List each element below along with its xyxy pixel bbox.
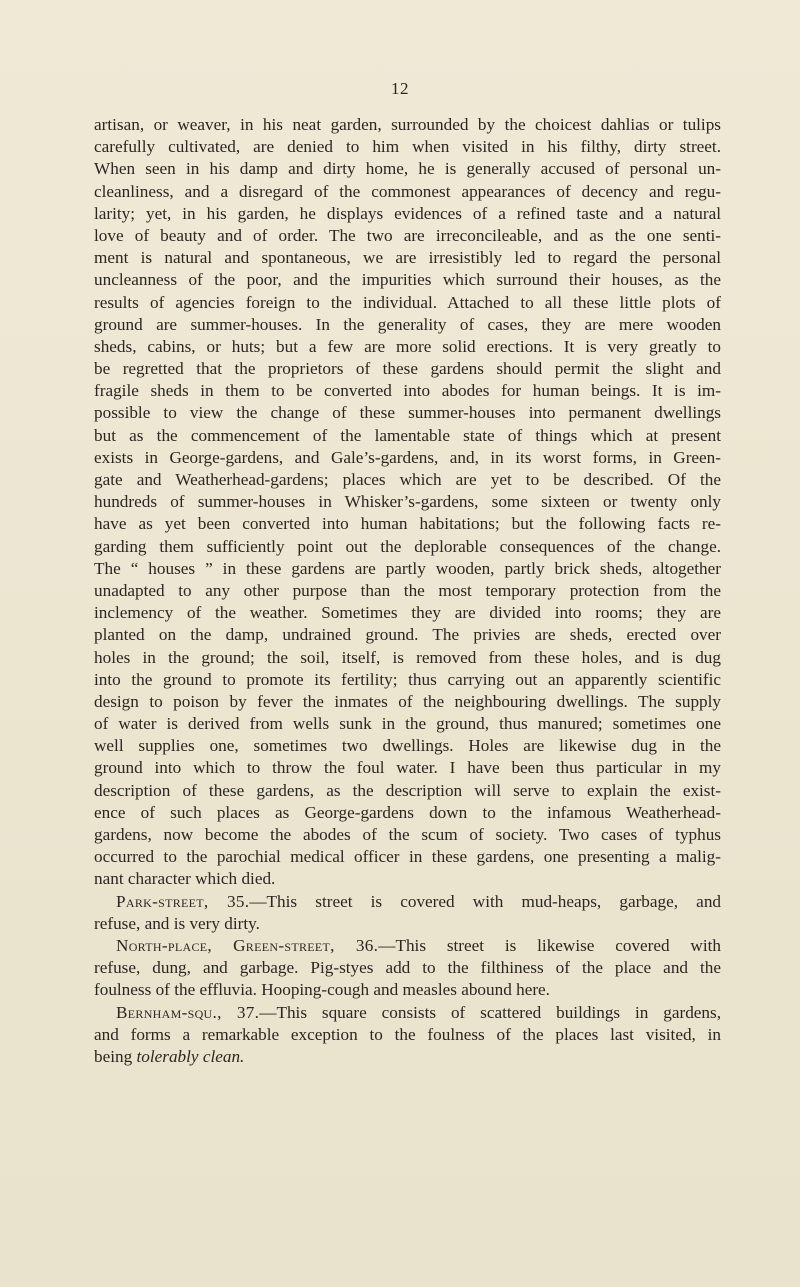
- text-line: ment is natural and spontaneous, we are irresistibly led to regard the personal: [94, 248, 721, 268]
- entry-line: [94, 935, 721, 957]
- text-line: uncleanness of the poor, and the impurities which surround their houses, as the: [94, 270, 721, 290]
- text-line: ground are summer-houses. In the generality of cases, they are mere wooden: [94, 314, 721, 334]
- text-line: occurred to the parochial medical officer in these gardens, one presenting a malig-: [94, 847, 721, 867]
- entry-line: refuse, dung, and garbage. Pig-styes add to the filthiness of the place and the: [94, 958, 721, 978]
- text-line: larity; yet, in his garden, he displays evidences of a refined taste and a natural: [94, 203, 721, 223]
- entry-heading: Bernham-squ., 37.: [116, 1002, 260, 1022]
- text-line: have as yet been converted into human habitations; but the following facts re-: [94, 514, 721, 534]
- text-line: nant character which died.: [94, 869, 276, 889]
- text-line: possible to view the change of these summer-houses into permanent dwellings: [94, 403, 721, 423]
- text-line: exists in George-gardens, and Gale’s-gardens, and, in its worst forms, in Green-: [94, 447, 721, 467]
- text-line: gate and Weatherhead-gardens; places which are yet to be described. Of the: [94, 470, 721, 489]
- text-line: fragile sheds in them to be converted into abodes for human beings. It is im-: [94, 381, 721, 401]
- text-line: into the ground to promote its fertility; thus carrying out an apparently scientific: [94, 669, 721, 689]
- text-line: description of these gardens, as the description will serve to explain the exist-: [94, 780, 721, 800]
- entry-line: foulness of the effluvia. Hooping-cough and measles abound here.: [94, 980, 550, 1000]
- entry-park-street: [94, 891, 721, 935]
- text-line: design to poison by fever the inmates of the neighbouring dwellings. The supply: [94, 691, 721, 711]
- main-paragraph: [94, 114, 721, 891]
- text-line: ence of such places as George-gardens down to the infamous Weatherhead-: [94, 802, 721, 822]
- text-line: gardens, now become the abodes of the scum of society. Two cases of typhus: [94, 825, 721, 844]
- entry-line: [94, 891, 721, 913]
- text-line: ground into which to throw the foul water. I have been thus particular in my: [94, 758, 721, 778]
- entry-italic-text: tolerably clean.: [136, 1046, 245, 1066]
- text-line: be regretted that the proprietors of these gardens should permit the slight and: [94, 359, 721, 379]
- text-line: artisan, or weaver, in his neat garden, surrounded by the choicest dahlias or tulips: [94, 115, 721, 134]
- entry-text: —This street is likewise covered with: [378, 935, 721, 955]
- text-line: well supplies one, sometimes two dwellings. Holes are likewise dug in the: [94, 736, 721, 756]
- entry-heading: Park-street, 35.: [116, 891, 250, 911]
- entry-text: —This street is covered with mud-heaps, garbage, and: [249, 891, 722, 911]
- text-line: unadapted to any other purpose than the most temporary protection from the: [94, 580, 721, 600]
- entry-line: [94, 1046, 721, 1068]
- entry-line: [94, 1002, 721, 1024]
- text-line: planted on the damp, undrained ground. The privies are sheds, erected over: [94, 625, 721, 645]
- text-line: hundreds of summer-houses in Whisker’s-gardens, some sixteen or twenty only: [94, 492, 721, 512]
- entry-heading: North-place, Green-street, 36.: [116, 935, 379, 955]
- text-line: but as the commencement of the lamentable state of things which at present: [94, 425, 721, 445]
- text-line: results of agencies foreign to the individual. Attached to all these little plots of: [94, 292, 721, 312]
- text-line: carefully cultivated, are denied to him when visited in his filthy, dirty street.: [94, 137, 721, 157]
- text-line: garding them sufficiently point out the deplorable consequences of the change.: [94, 536, 721, 556]
- text-line: holes in the ground; the soil, itself, is removed from these holes, and is dug: [94, 647, 721, 667]
- text-line: sheds, cabins, or huts; but a few are more solid erections. It is very greatly to: [94, 336, 721, 356]
- text-line: inclemency of the weather. Sometimes they are divided into rooms; they are: [94, 603, 721, 623]
- entry-text: being: [94, 1046, 137, 1066]
- page-number: 12: [391, 79, 409, 98]
- text-line: When seen in his damp and dirty home, he is generally accused of personal un-: [94, 159, 721, 179]
- text-line: of water is derived from wells sunk in the ground, thus manured; sometimes one: [94, 714, 721, 734]
- entry-bernham-square: [94, 1002, 721, 1069]
- body-text: [94, 114, 721, 1068]
- text-line: cleanliness, and a disregard of the commonest appearances of decency and regu-: [94, 181, 721, 201]
- entry-line: and forms a remarkable exception to the foulness of the places last visited, in: [94, 1024, 721, 1044]
- text-line: love of beauty and of order. The two are irreconcileable, and as the one senti-: [94, 225, 721, 245]
- entry-north-place: [94, 935, 721, 1002]
- entry-text: —This square consists of scattered buildings in gardens,: [259, 1002, 721, 1022]
- entry-line: refuse, and is very dirty.: [94, 913, 260, 933]
- text-line: The “ houses ” in these gardens are partly wooden, partly brick sheds, altogether: [94, 558, 721, 578]
